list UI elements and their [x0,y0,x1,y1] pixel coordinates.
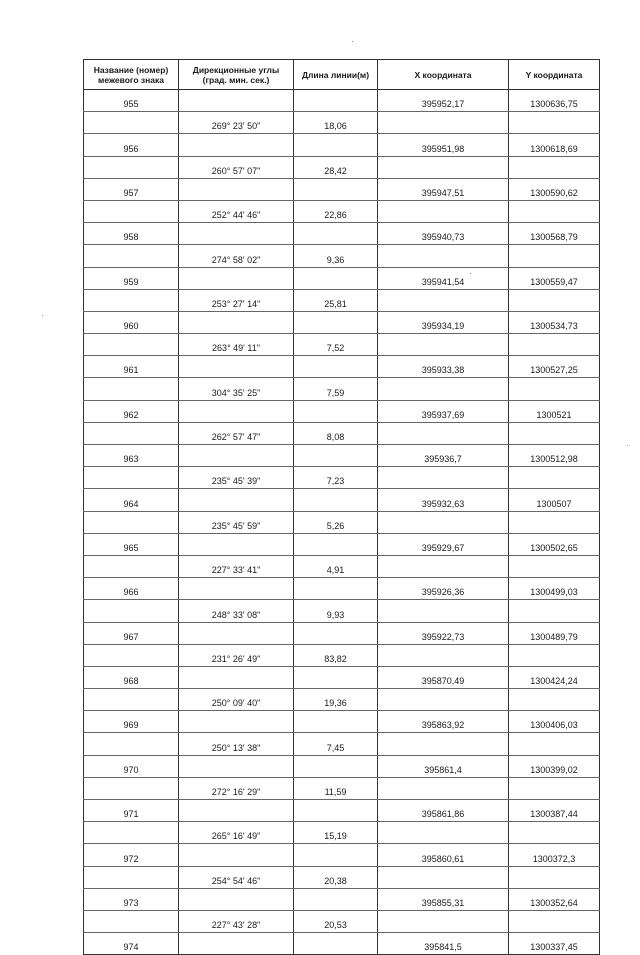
segment-row [84,112,600,134]
line-length-cell [294,356,378,378]
y-coordinate-cell: 1300507 [509,489,600,511]
sign-name-cell [84,689,179,711]
direction-angle-cell: 262° 57' 47" [179,422,294,444]
x-coordinate-cell: 395841,5 [378,933,509,955]
table-body [84,90,600,955]
x-coordinate-cell [378,245,509,267]
x-coordinate-cell [378,910,509,932]
x-coordinate-cell: 395947,51 [378,178,509,200]
line-length-cell: 9,36 [294,245,378,267]
sign-name-cell [84,200,179,222]
y-coordinate-cell [509,777,600,799]
segment-row [84,644,600,666]
sign-name-cell: 966 [84,578,179,600]
y-coordinate-cell: 1300499,03 [509,578,600,600]
direction-angle-cell: 253° 27' 14" [179,289,294,311]
boundary-sign-row [84,622,600,644]
sign-name-cell [84,733,179,755]
y-coordinate-cell [509,644,600,666]
segment-row [84,156,600,178]
boundary-coordinates-table [83,59,600,955]
segment-row [84,245,600,267]
sign-name-cell: 957 [84,178,179,200]
table-header-row [84,60,600,90]
segment-row [84,200,600,222]
x-coordinate-cell: 395940,73 [378,223,509,245]
line-length-cell [294,711,378,733]
y-coordinate-cell [509,689,600,711]
boundary-sign-row [84,356,600,378]
line-length-cell: 7,23 [294,467,378,489]
line-length-cell: 7,59 [294,378,378,400]
y-coordinate-cell: 1300406,03 [509,711,600,733]
x-coordinate-cell [378,689,509,711]
line-length-cell: 5,26 [294,511,378,533]
sign-name-cell: 955 [84,90,179,112]
segment-row [84,777,600,799]
x-coordinate-cell [378,866,509,888]
direction-angle-cell [179,400,294,422]
x-coordinate-cell [378,644,509,666]
segment-row [84,733,600,755]
x-coordinate-cell: 395937,69 [378,400,509,422]
sign-name-cell [84,866,179,888]
x-coordinate-cell: 395941,54 [378,267,509,289]
direction-angle-cell [179,267,294,289]
y-coordinate-cell: 1300372,3 [509,844,600,866]
boundary-sign-row [84,445,600,467]
sign-name-cell [84,644,179,666]
y-coordinate-cell: 1300521 [509,400,600,422]
boundary-sign-row [84,711,600,733]
x-coordinate-cell: 395936,7 [378,445,509,467]
boundary-sign-row [84,90,600,112]
y-coordinate-cell [509,733,600,755]
boundary-sign-row [84,134,600,156]
direction-angle-cell [179,888,294,910]
direction-angle-cell [179,533,294,555]
x-coordinate-cell [378,200,509,222]
line-length-cell: 22,86 [294,200,378,222]
sign-name-cell: 974 [84,933,179,955]
direction-angle-cell [179,711,294,733]
sign-name-cell [84,910,179,932]
y-coordinate-cell [509,600,600,622]
sign-name-cell [84,378,179,400]
boundary-sign-row [84,578,600,600]
y-coordinate-cell [509,822,600,844]
boundary-sign-row [84,489,600,511]
sign-name-cell [84,156,179,178]
y-coordinate-cell: 1300489,79 [509,622,600,644]
header-sign-name: Название (номер) межевого знака [84,60,179,90]
sign-name-cell: 970 [84,755,179,777]
boundary-sign-row [84,844,600,866]
direction-angle-cell: 248° 33' 08" [179,600,294,622]
direction-angle-cell [179,445,294,467]
x-coordinate-cell [378,777,509,799]
y-coordinate-cell: 1300337,45 [509,933,600,955]
line-length-cell [294,489,378,511]
y-coordinate-cell [509,200,600,222]
direction-angle-cell [179,666,294,688]
sign-name-cell [84,511,179,533]
line-length-cell [294,223,378,245]
direction-angle-cell [179,356,294,378]
x-coordinate-cell [378,289,509,311]
x-coordinate-cell [378,422,509,444]
sign-name-cell: 973 [84,888,179,910]
header-y-coordinate: Y координата [509,60,600,90]
sign-name-cell: 962 [84,400,179,422]
x-coordinate-cell [378,822,509,844]
line-length-cell [294,622,378,644]
direction-angle-cell [179,134,294,156]
y-coordinate-cell [509,467,600,489]
y-coordinate-cell: 1300618,69 [509,134,600,156]
line-length-cell: 7,52 [294,334,378,356]
x-coordinate-cell: 395860,61 [378,844,509,866]
x-coordinate-cell [378,378,509,400]
direction-angle-cell: 263° 49' 11" [179,334,294,356]
direction-angle-cell: 252° 44' 46" [179,200,294,222]
line-length-cell [294,533,378,555]
line-length-cell [294,400,378,422]
direction-angle-cell [179,223,294,245]
line-length-cell [294,578,378,600]
line-length-cell [294,933,378,955]
x-coordinate-cell: 395933,38 [378,356,509,378]
y-coordinate-cell: 1300559,47 [509,267,600,289]
line-length-cell: 20,53 [294,910,378,932]
x-coordinate-cell: 395929,67 [378,533,509,555]
boundary-sign-row [84,888,600,910]
x-coordinate-cell: 395861,4 [378,755,509,777]
line-length-cell: 15,19 [294,822,378,844]
direction-angle-cell: 254° 54' 46" [179,866,294,888]
sign-name-cell [84,467,179,489]
scan-speck [42,315,43,316]
direction-angle-cell: 265° 16' 49" [179,822,294,844]
segment-row [84,378,600,400]
x-coordinate-cell [378,467,509,489]
y-coordinate-cell [509,511,600,533]
header-x-coordinate: X координата [378,60,509,90]
sign-name-cell: 956 [84,134,179,156]
line-length-cell: 8,08 [294,422,378,444]
scan-speck [352,41,353,42]
direction-angle-cell [179,800,294,822]
x-coordinate-cell [378,334,509,356]
y-coordinate-cell [509,378,600,400]
x-coordinate-cell [378,555,509,577]
sign-name-cell [84,245,179,267]
segment-row [84,511,600,533]
line-length-cell: 7,45 [294,733,378,755]
sign-name-cell [84,822,179,844]
y-coordinate-cell: 1300534,73 [509,311,600,333]
direction-angle-cell: 260° 57' 07" [179,156,294,178]
boundary-sign-row [84,178,600,200]
direction-angle-cell [179,578,294,600]
x-coordinate-cell: 395870,49 [378,666,509,688]
sign-name-cell [84,777,179,799]
boundary-sign-row [84,533,600,555]
x-coordinate-cell: 395861,86 [378,800,509,822]
y-coordinate-cell: 1300502,65 [509,533,600,555]
segment-row [84,822,600,844]
x-coordinate-cell [378,511,509,533]
direction-angle-cell: 269° 23' 50" [179,112,294,134]
direction-angle-cell: 250° 09' 40" [179,689,294,711]
segment-row [84,334,600,356]
direction-angle-cell: 231° 26' 49" [179,644,294,666]
boundary-sign-row [84,666,600,688]
header-direction-angle: Дирекционные углы (град. мин. сек.) [179,60,294,90]
y-coordinate-cell [509,334,600,356]
sign-name-cell [84,555,179,577]
scan-speck [627,445,628,446]
sign-name-cell [84,334,179,356]
y-coordinate-cell [509,555,600,577]
sign-name-cell: 963 [84,445,179,467]
y-coordinate-cell: 1300527,25 [509,356,600,378]
direction-angle-cell: 272° 16' 29" [179,777,294,799]
x-coordinate-cell: 395952,17 [378,90,509,112]
y-coordinate-cell: 1300424,24 [509,666,600,688]
direction-angle-cell: 304° 35' 25" [179,378,294,400]
direction-angle-cell [179,311,294,333]
direction-angle-cell [179,755,294,777]
segment-row [84,689,600,711]
direction-angle-cell: 227° 33' 41" [179,555,294,577]
y-coordinate-cell: 1300636,75 [509,90,600,112]
sign-name-cell: 964 [84,489,179,511]
y-coordinate-cell: 1300512,98 [509,445,600,467]
line-length-cell [294,311,378,333]
y-coordinate-cell: 1300568,79 [509,223,600,245]
line-length-cell: 19,36 [294,689,378,711]
segment-row [84,866,600,888]
boundary-sign-row [84,267,600,289]
sign-name-cell: 959 [84,267,179,289]
direction-angle-cell [179,844,294,866]
direction-angle-cell [179,90,294,112]
direction-angle-cell [179,178,294,200]
line-length-cell [294,134,378,156]
sign-name-cell [84,422,179,444]
direction-angle-cell: 235° 45' 59" [179,511,294,533]
boundary-sign-row [84,933,600,955]
direction-angle-cell [179,622,294,644]
y-coordinate-cell: 1300352,64 [509,888,600,910]
y-coordinate-cell: 1300590,62 [509,178,600,200]
sign-name-cell: 965 [84,533,179,555]
x-coordinate-cell: 395926,36 [378,578,509,600]
x-coordinate-cell [378,733,509,755]
y-coordinate-cell: 1300387,44 [509,800,600,822]
line-length-cell: 20,38 [294,866,378,888]
y-coordinate-cell [509,910,600,932]
sign-name-cell: 960 [84,311,179,333]
sign-name-cell: 968 [84,666,179,688]
line-length-cell [294,666,378,688]
line-length-cell: 11,59 [294,777,378,799]
boundary-sign-row [84,311,600,333]
x-coordinate-cell: 395855,31 [378,888,509,910]
y-coordinate-cell [509,289,600,311]
line-length-cell: 4,91 [294,555,378,577]
y-coordinate-cell [509,245,600,267]
boundary-sign-row [84,400,600,422]
direction-angle-cell [179,933,294,955]
sign-name-cell [84,112,179,134]
line-length-cell: 9,93 [294,600,378,622]
segment-row [84,289,600,311]
header-line-length: Длина линии(м) [294,60,378,90]
line-length-cell: 18,06 [294,112,378,134]
line-length-cell [294,445,378,467]
scan-speck [470,273,471,274]
direction-angle-cell: 235° 45' 39" [179,467,294,489]
segment-row [84,600,600,622]
y-coordinate-cell: 1300399,02 [509,755,600,777]
segment-row [84,467,600,489]
segment-row [84,910,600,932]
line-length-cell: 28,42 [294,156,378,178]
boundary-sign-row [84,800,600,822]
x-coordinate-cell: 395922,73 [378,622,509,644]
sign-name-cell: 969 [84,711,179,733]
x-coordinate-cell: 395951,98 [378,134,509,156]
line-length-cell [294,178,378,200]
sign-name-cell [84,289,179,311]
y-coordinate-cell [509,422,600,444]
y-coordinate-cell [509,112,600,134]
sign-name-cell [84,600,179,622]
x-coordinate-cell: 395932,63 [378,489,509,511]
direction-angle-cell: 250° 13' 38" [179,733,294,755]
line-length-cell [294,844,378,866]
sign-name-cell: 967 [84,622,179,644]
segment-row [84,422,600,444]
x-coordinate-cell: 395863,92 [378,711,509,733]
x-coordinate-cell [378,112,509,134]
x-coordinate-cell [378,156,509,178]
sign-name-cell: 971 [84,800,179,822]
sign-name-cell: 961 [84,356,179,378]
x-coordinate-cell: 395934,19 [378,311,509,333]
boundary-sign-row [84,755,600,777]
segment-row [84,555,600,577]
sign-name-cell: 958 [84,223,179,245]
line-length-cell: 83,82 [294,644,378,666]
line-length-cell [294,800,378,822]
line-length-cell: 25,81 [294,289,378,311]
direction-angle-cell: 227° 43' 28" [179,910,294,932]
y-coordinate-cell [509,156,600,178]
line-length-cell [294,755,378,777]
direction-angle-cell [179,489,294,511]
line-length-cell [294,267,378,289]
line-length-cell [294,888,378,910]
boundary-sign-row [84,223,600,245]
direction-angle-cell: 274° 58' 02" [179,245,294,267]
y-coordinate-cell [509,866,600,888]
x-coordinate-cell [378,600,509,622]
line-length-cell [294,90,378,112]
sign-name-cell: 972 [84,844,179,866]
